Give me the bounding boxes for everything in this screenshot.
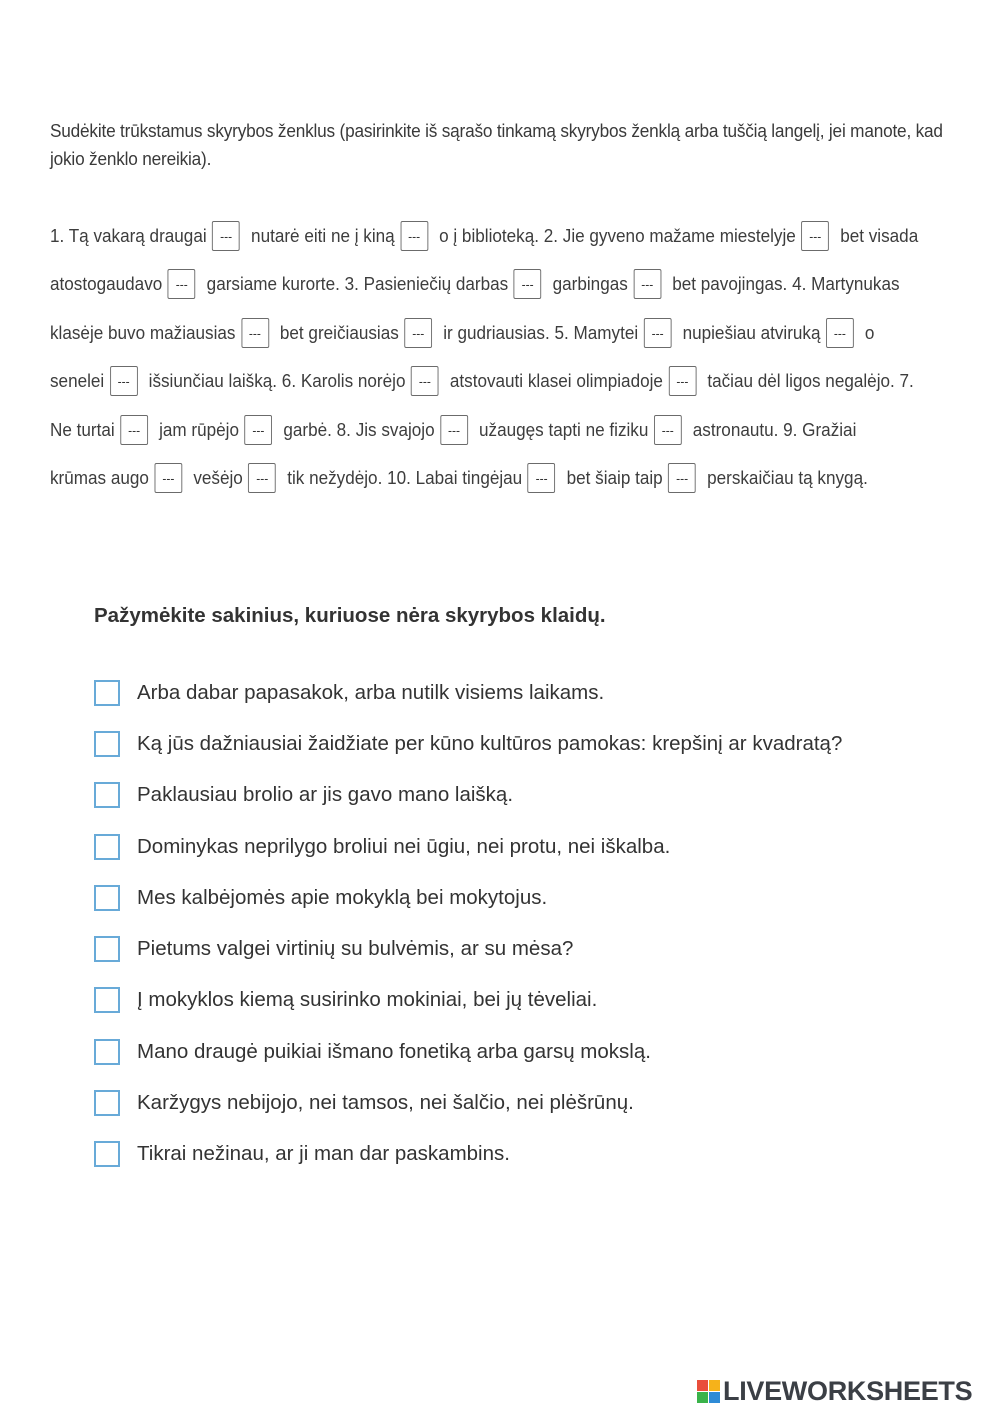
punctuation-dropdown[interactable]: --- — [440, 415, 468, 445]
sentence-fragment: bet pavojingas. 4. Martynukas — [672, 273, 900, 294]
punctuation-dropdown[interactable]: --- — [668, 366, 696, 396]
checkbox-item[interactable] — [94, 1026, 974, 1077]
punctuation-dropdown[interactable]: --- — [801, 221, 829, 251]
punctuation-dropdown[interactable]: --- — [668, 463, 696, 493]
checkbox-item[interactable] — [94, 821, 974, 872]
checkbox[interactable] — [94, 1090, 120, 1116]
exercise1-line — [50, 313, 874, 353]
sentence-fragment: tik nežydėjo. 10. Labai tingėjau — [287, 467, 523, 488]
liveworksheets-logo — [697, 1376, 972, 1407]
checkbox-item[interactable] — [94, 667, 974, 718]
punctuation-dropdown[interactable]: --- — [154, 463, 182, 493]
punctuation-dropdown[interactable]: --- — [826, 318, 854, 348]
logo-square — [709, 1392, 720, 1403]
punctuation-dropdown[interactable]: --- — [644, 318, 672, 348]
punctuation-dropdown[interactable]: --- — [110, 366, 138, 396]
checkbox-label: Mes kalbėjomės apie mokyklą bei mokytojus. — [137, 885, 548, 909]
checkbox-label: Pietums valgei virtinių su bulvėmis, ar su mėsa? — [137, 937, 574, 961]
exercise1-line — [50, 410, 856, 450]
checkbox-item[interactable] — [94, 770, 974, 821]
checkbox[interactable] — [94, 782, 120, 808]
punctuation-dropdown[interactable]: --- — [411, 366, 439, 396]
exercise2-title: Pažymėkite sakinius, kuriuose nėra skyrybos klaidų. — [94, 604, 606, 627]
exercise1-line — [50, 458, 868, 498]
sentence-fragment: užaugęs tapti ne fiziku — [479, 419, 649, 440]
sentence-fragment: tačiau dėl ligos negalėjo. 7. — [707, 370, 914, 391]
checkbox[interactable] — [94, 1039, 120, 1065]
sentence-fragment: 1. Tą vakarą draugai — [50, 225, 207, 246]
checkbox-item[interactable] — [94, 923, 974, 974]
sentence-fragment: Ne turtai — [50, 419, 115, 440]
checkbox-item[interactable] — [94, 1077, 974, 1128]
sentence-fragment: garbė. 8. Jis svajojo — [283, 419, 435, 440]
sentence-fragment: bet šiaip taip — [566, 467, 663, 488]
checkbox-item[interactable] — [94, 1129, 974, 1180]
checkbox[interactable] — [94, 885, 120, 911]
checkbox[interactable] — [94, 834, 120, 860]
sentence-fragment: jam rūpėjo — [159, 419, 239, 440]
checkbox[interactable] — [94, 731, 120, 757]
sentence-fragment: bet greičiausias — [279, 322, 399, 343]
punctuation-dropdown[interactable]: --- — [404, 318, 432, 348]
sentence-fragment: atstovauti klasei olimpiadoje — [449, 370, 663, 391]
sentence-fragment: vešėjo — [193, 467, 243, 488]
checkbox-label: Tikrai nežinau, ar ji man dar paskambins. — [137, 1142, 510, 1166]
checkbox[interactable] — [94, 1141, 120, 1167]
checkbox-item[interactable] — [94, 718, 974, 769]
logo-text: LIVEWORKSHEETS — [723, 1376, 973, 1406]
logo-icon — [697, 1380, 720, 1403]
sentence-fragment: perskaičiau tą knygą. — [707, 467, 868, 488]
sentence-fragment: nutarė eiti ne į kiną — [251, 225, 395, 246]
checkbox-label: Paklausiau brolio ar jis gavo mano laišką. — [137, 783, 514, 807]
sentence-fragment: klasėje buvo mažiausias — [50, 322, 236, 343]
logo-square — [697, 1392, 708, 1403]
sentence-fragment: garbingas — [552, 273, 628, 294]
exercise1-line — [50, 216, 918, 256]
checkbox-label: Ką jūs dažniausiai žaidžiate per kūno kultūros pamokas: krepšinį ar kvadratą? — [137, 731, 843, 755]
punctuation-dropdown[interactable]: --- — [245, 415, 273, 445]
sentence-fragment: o į biblioteką. 2. Jie gyveno mažame miestelyje — [439, 225, 796, 246]
sentence-fragment: ir gudriausias. 5. Mamytei — [443, 322, 639, 343]
checkbox-label: Į mokyklos kiemą susirinko mokiniai, bei jų tėveliai. — [137, 988, 598, 1012]
logo-square — [697, 1380, 708, 1391]
checkbox-label: Mano draugė puikiai išmano fonetiką arba garsų mokslą. — [137, 1039, 651, 1063]
sentence-fragment: nupiešiau atviruką — [682, 322, 821, 343]
punctuation-dropdown[interactable]: --- — [120, 415, 148, 445]
logo-square — [709, 1380, 720, 1391]
checkbox-label: Dominykas neprilygo broliui nei ūgiu, nei protu, nei iškalba. — [137, 834, 671, 858]
exercise1-line — [50, 264, 900, 304]
punctuation-dropdown[interactable]: --- — [400, 221, 428, 251]
sentence-fragment: garsiame kurorte. 3. Pasieniečių darbas — [206, 273, 509, 294]
punctuation-dropdown[interactable]: --- — [248, 463, 276, 493]
checkbox-label: Karžygys nebijojo, nei tamsos, nei šalčio, nei plėšrūnų. — [137, 1091, 634, 1115]
punctuation-dropdown[interactable]: --- — [514, 269, 542, 299]
checkbox-item[interactable] — [94, 975, 974, 1026]
punctuation-dropdown[interactable]: --- — [633, 269, 661, 299]
sentence-fragment: senelei — [50, 370, 105, 391]
sentence-fragment: bet visada — [840, 225, 919, 246]
checkbox[interactable] — [94, 680, 120, 706]
checkbox-list — [94, 667, 974, 1180]
punctuation-dropdown[interactable]: --- — [168, 269, 196, 299]
punctuation-dropdown[interactable]: --- — [241, 318, 269, 348]
sentence-fragment: o — [864, 322, 875, 343]
punctuation-dropdown[interactable]: --- — [212, 221, 240, 251]
checkbox[interactable] — [94, 987, 120, 1013]
sentence-fragment: išsiunčiau laišką. 6. Karolis norėjo — [148, 370, 406, 391]
sentence-fragment: astronautu. 9. Gražiai — [692, 419, 857, 440]
exercise1-instruction: Sudėkite trūkstamus skyrybos ženklus (pasirinkite iš sąrašo tinkamą skyrybos ženklą arba tuščią langelį, jei manote, kad jokio ženklo nereikia). — [50, 120, 943, 169]
exercise1-line — [50, 361, 914, 401]
checkbox-label: Arba dabar papasakok, arba nutilk visiems laikams. — [137, 680, 605, 704]
checkbox[interactable] — [94, 936, 120, 962]
punctuation-dropdown[interactable]: --- — [654, 415, 682, 445]
punctuation-dropdown[interactable]: --- — [528, 463, 556, 493]
sentence-fragment: krūmas augo — [50, 467, 149, 488]
checkbox-item[interactable] — [94, 872, 974, 923]
sentence-fragment: atostogaudavo — [50, 273, 163, 294]
